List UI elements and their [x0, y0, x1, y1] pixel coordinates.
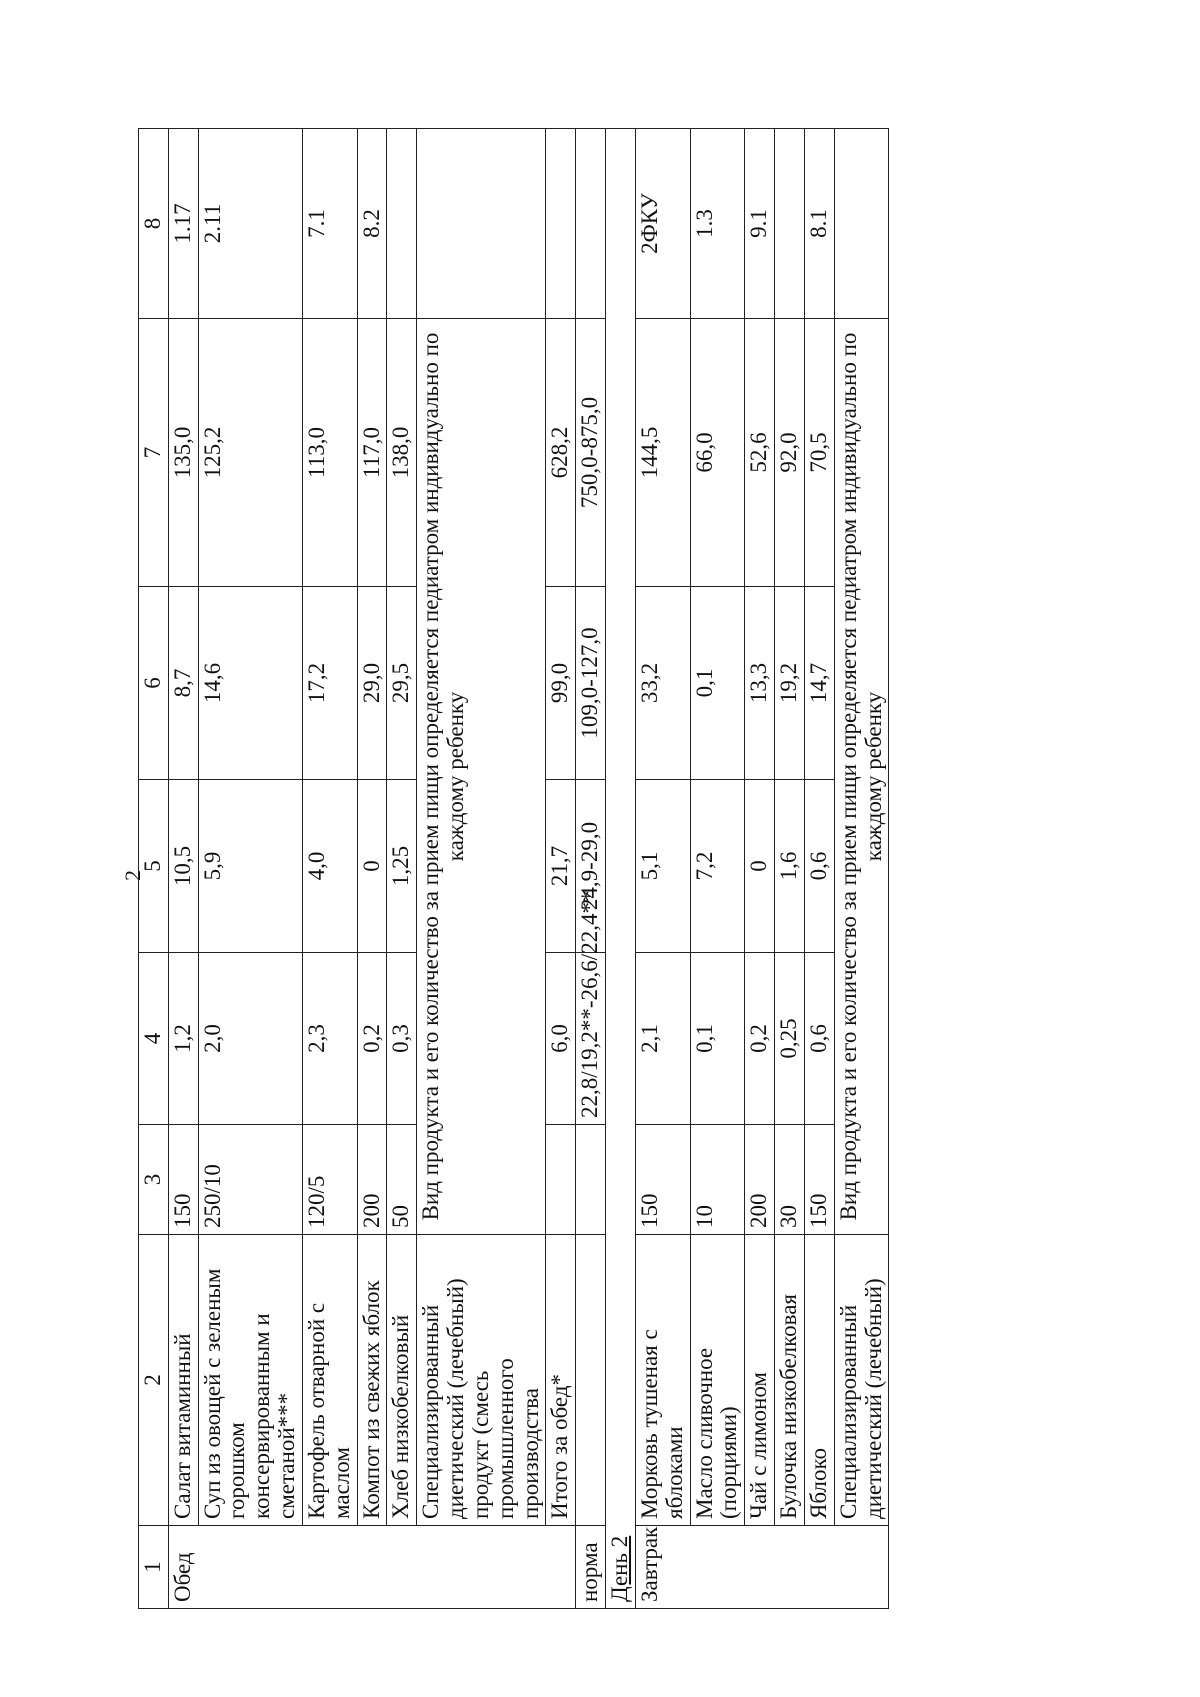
total-protein: 6,0 [546, 953, 576, 1125]
kcal: 144,5 [635, 319, 690, 587]
norm-label: норма [576, 1526, 606, 1609]
norm-protein: 22,8/19,2**-26,6/22,4** [576, 953, 606, 1125]
table-row [302, 129, 357, 1609]
kcal: 92,0 [775, 319, 805, 587]
portion: 10 [690, 1125, 745, 1235]
kcal: 113,0 [302, 319, 357, 587]
recipe-number: 2ФКУ [635, 129, 690, 319]
dish-name: Морковь тушеная с яблоками [635, 1235, 690, 1526]
portion: 120/5 [302, 1125, 357, 1235]
special-product-note: Вид продукта и его количество за прием пищи определяется педиатром индивидуально по каждому ребенку [417, 319, 546, 1235]
dish-name: Салат витаминный [168, 1235, 198, 1526]
table-row [417, 129, 546, 1609]
total-kcal: 628,2 [546, 319, 576, 587]
portion: 200 [745, 1125, 775, 1235]
dish-name: Чай с лимоном [745, 1235, 775, 1526]
dish-name: Яблоко [804, 1235, 834, 1526]
protein: 0,2 [357, 953, 387, 1125]
carbs: 14,6 [198, 587, 302, 780]
fat: 4,0 [302, 780, 357, 953]
recipe-number [775, 129, 805, 319]
norm-kcal: 750,0-875,0 [576, 319, 606, 587]
total-recipe-empty [546, 129, 576, 319]
kcal: 52,6 [745, 319, 775, 587]
recipe-number: 8.2 [357, 129, 387, 319]
table-row [168, 129, 198, 1609]
special-product-name: Специализированный диетический (лечебный) [834, 1235, 889, 1526]
portion: 200 [357, 1125, 387, 1235]
fat: 5,1 [635, 780, 690, 953]
fat: 1,25 [387, 780, 417, 953]
portion: 150 [168, 1125, 198, 1235]
table-row [775, 129, 805, 1609]
norm-recipe-empty [576, 129, 606, 319]
page-number: 2 [120, 870, 145, 881]
protein: 2,1 [635, 953, 690, 1125]
day-section-row [606, 129, 636, 1609]
protein: 0,25 [775, 953, 805, 1125]
carbs: 0,1 [690, 587, 745, 780]
table-row [745, 129, 775, 1609]
table-row [635, 129, 690, 1609]
table-row [804, 129, 834, 1609]
fat: 5,9 [198, 780, 302, 953]
portion: 150 [635, 1125, 690, 1235]
protein: 0,3 [387, 953, 417, 1125]
dish-name: Хлеб низкобелковый [387, 1235, 417, 1526]
total-portion-empty [546, 1125, 576, 1235]
col-header-7: 7 [139, 319, 169, 587]
menu-nutrition-table [138, 128, 889, 1609]
col-header-8: 8 [139, 129, 169, 319]
fat: 0 [357, 780, 387, 953]
recipe-number: 7.1 [302, 129, 357, 319]
dish-name: Картофель отварной с маслом [302, 1235, 357, 1526]
total-fat: 21,7 [546, 780, 576, 953]
carbs: 29,5 [387, 587, 417, 780]
protein: 2,3 [302, 953, 357, 1125]
portion: 250/10 [198, 1125, 302, 1235]
norm-fat: 24,9-29,0 [576, 780, 606, 953]
carbs: 14,7 [804, 587, 834, 780]
day-label-text: День 2 [607, 1535, 633, 1602]
fat: 0 [745, 780, 775, 953]
kcal: 117,0 [357, 319, 387, 587]
recipe-number: 1.17 [168, 129, 198, 319]
col-header-2: 2 [139, 1235, 169, 1526]
recipe-number: 1.3 [690, 129, 745, 319]
total-row [546, 129, 576, 1609]
recipe-number-empty [417, 129, 546, 319]
recipe-number [387, 129, 417, 319]
table-row [357, 129, 387, 1609]
protein: 1,2 [168, 953, 198, 1125]
fat: 7,2 [690, 780, 745, 953]
portion: 30 [775, 1125, 805, 1235]
protein: 0,6 [804, 953, 834, 1125]
carbs: 17,2 [302, 587, 357, 780]
day-label [606, 1526, 636, 1609]
col-header-5: 5 [139, 780, 169, 953]
portion: 50 [387, 1125, 417, 1235]
table-row [198, 129, 302, 1609]
fat: 1,6 [775, 780, 805, 953]
meal-label: Обед [168, 1526, 575, 1609]
kcal: 70,5 [804, 319, 834, 587]
rotated-page-content [138, 129, 1058, 1609]
special-product-name: Специализированный диетический (лечебный) продукт (смесь промышленного производства [417, 1235, 546, 1526]
col-header-4: 4 [139, 953, 169, 1125]
kcal: 66,0 [690, 319, 745, 587]
recipe-number: 8.1 [804, 129, 834, 319]
carbs: 29,0 [357, 587, 387, 780]
protein: 2,0 [198, 953, 302, 1125]
carbs: 8,7 [168, 587, 198, 780]
col-header-1: 1 [139, 1526, 169, 1609]
recipe-number-empty [834, 129, 889, 319]
dish-name: Суп из овощей с зеленым горошком консервированным и сметаной*** [198, 1235, 302, 1526]
dish-name: Булочка низкобелковая [775, 1235, 805, 1526]
norm-dish-empty [576, 1235, 606, 1526]
norm-carbs: 109,0-127,0 [576, 587, 606, 780]
dish-name: Масло сливочное (порциями) [690, 1235, 745, 1526]
protein: 0,2 [745, 953, 775, 1125]
fat: 10,5 [168, 780, 198, 953]
total-carbs: 99,0 [546, 587, 576, 780]
total-label: Итого за обед* [546, 1235, 576, 1526]
carbs: 19,2 [775, 587, 805, 780]
carbs: 13,3 [745, 587, 775, 780]
norm-portion-empty [576, 1125, 606, 1235]
recipe-number: 2.11 [198, 129, 302, 319]
col-header-6: 6 [139, 587, 169, 780]
dish-name: Компот из свежих яблок [357, 1235, 387, 1526]
recipe-number: 9.1 [745, 129, 775, 319]
fat: 0,6 [804, 780, 834, 953]
norm-row [576, 129, 606, 1609]
portion: 150 [804, 1125, 834, 1235]
kcal: 138,0 [387, 319, 417, 587]
kcal: 135,0 [168, 319, 198, 587]
header-row [139, 129, 169, 1609]
meal-label: Завтрак [635, 1526, 888, 1609]
carbs: 33,2 [635, 587, 690, 780]
kcal: 125,2 [198, 319, 302, 587]
special-product-note: Вид продукта и его количество за прием пищи определяется педиатром индивидуально по каждому ребенку [834, 319, 889, 1235]
table-row [834, 129, 889, 1609]
table-row [690, 129, 745, 1609]
table-row [387, 129, 417, 1609]
col-header-3: 3 [139, 1125, 169, 1235]
protein: 0,1 [690, 953, 745, 1125]
